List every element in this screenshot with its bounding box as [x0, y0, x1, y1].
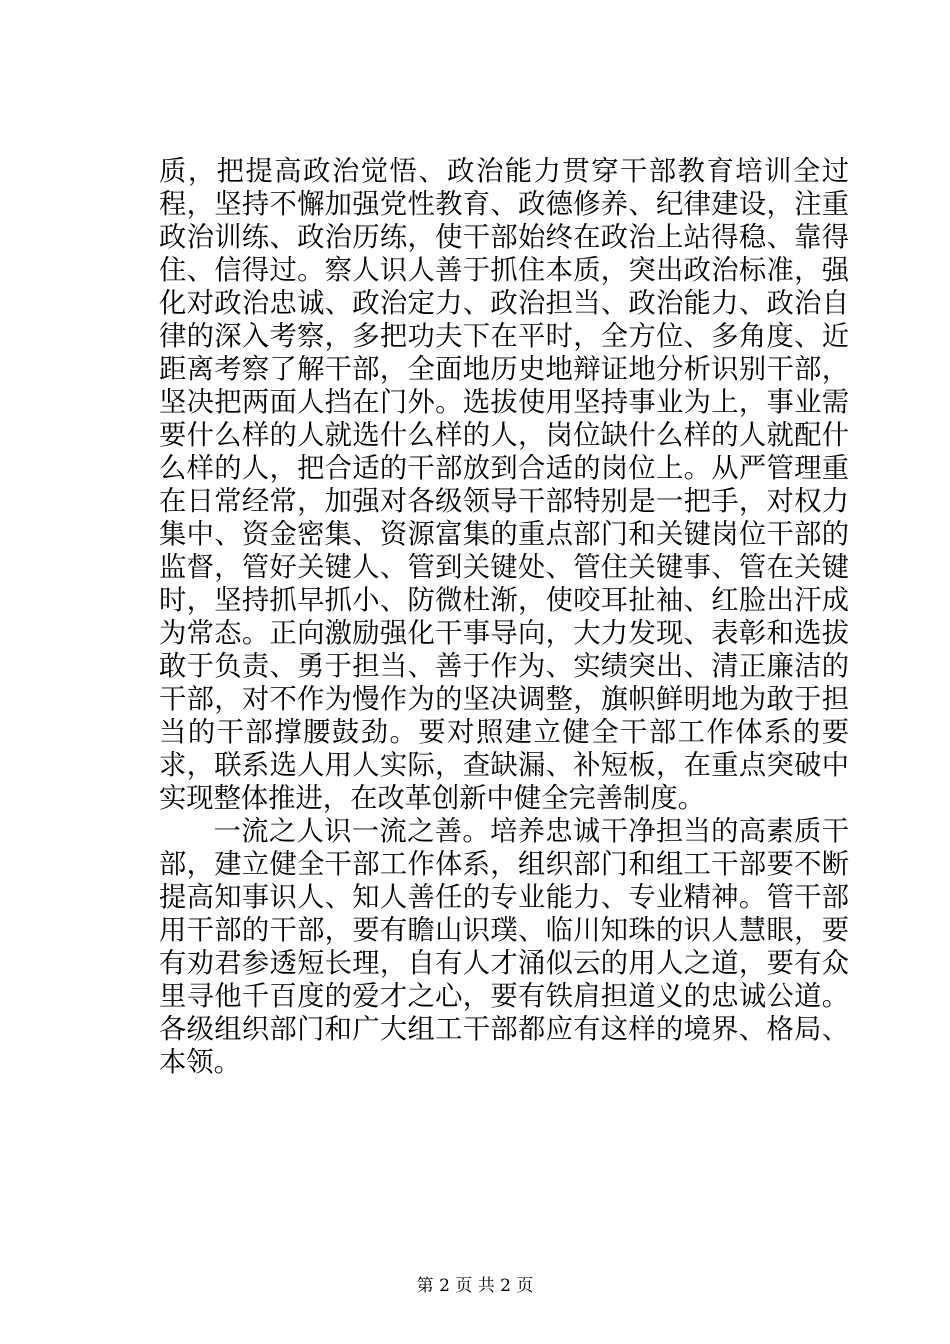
body-paragraph-1: 质，把提高政治觉悟、政治能力贯穿干部教育培训全过程，坚持不懈加强党性教育、政德修养、纪律建设，注重政治训练、政治历练，使干部始终在政治上站得稳、靠得住、信得过。察人识人善于抓住本质，突出政治标准，强化对政治忠诚、政治定力、政治担当、政治能力、政治自律的深入考察，多把功夫下在平时，全方位、多角度、近距离考察了解干部，全面地历史地辩证地分析识别干部，坚决把两面人挡在门外。选拔使用坚持事业为上，事业需要什么样的人就选什么样的人，岗位缺什么样的人就配什么样的人，把合适的干部放到合适的岗位上。从严管理重在日常经常，加强对各级领导干部特别是一把手，对权力集中、资金密集、资源富集的重点部门和关键岗位干部的监督，管好关键人、管到关键处、管住关键事、管在关键时，坚持抓早抓小、防微杜渐，使咬耳扯袖、红脸出汗成为常态。正向激励强化干事导向，大力发现、表彰和选拔敢于负责、勇于担当、善于作为、实绩突出、清正廉洁的干部，对不作为慢作为的坚决调整，旗帜鲜明地为敢于担当的干部撑腰鼓劲。要对照建立健全干部工作体系的要求，联系选人用人实际，查缺漏、补短板，在重点突破中实现整体推进，在改革创新中健全完善制度。 [159, 156, 849, 814]
document-body [159, 155, 849, 1079]
page-number-footer: 第 2 页 共 2 页 [416, 1276, 534, 1296]
body-paragraph-2: 一流之人识一流之善。培养忠诚干净担当的高素质干部，建立健全干部工作体系，组织部门和组工干部要不断提高知事识人、知人善任的专业能力、专业精神。管干部用干部的干部，要有瞻山识璞、临川知珠的识人慧眼，要有劝君参透短长理，自有人才涌似云的用人之道，要有众里寻他千百度的爱才之心，要有铁肩担道义的忠诚公道。各级组织部门和广大组工干部都应有这样的境界、格局、本领。 [159, 816, 849, 1078]
